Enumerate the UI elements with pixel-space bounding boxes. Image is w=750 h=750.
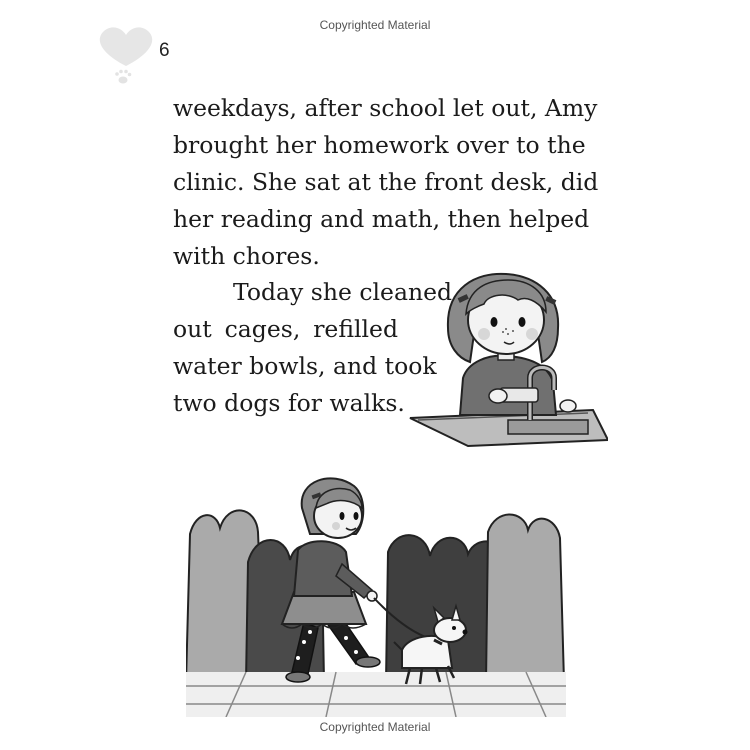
- text-line: out cages, refilled: [173, 315, 398, 343]
- text-line: her reading and math, then helped: [173, 205, 590, 233]
- paragraph-2: [173, 274, 453, 422]
- text-line: water bowls, and took: [173, 352, 437, 380]
- text-line: brought her homework over to the: [173, 131, 586, 159]
- text-line: weekdays, after school let out, Amy: [173, 94, 598, 122]
- text-line: two dogs for walks.: [173, 389, 405, 417]
- girl-washing-bowl-illustration: [408, 270, 608, 450]
- copyright-watermark-top: Copyrighted Material: [319, 18, 431, 32]
- heart-icon: [100, 27, 152, 66]
- girl-walking-dog-illustration: [186, 472, 566, 717]
- text-line: clinic. She sat at the front desk, did: [173, 168, 599, 196]
- page-decoration: [96, 18, 156, 88]
- paw-print-icon: [115, 70, 131, 84]
- paragraph-1: [173, 90, 599, 275]
- text-line: with chores.: [173, 242, 320, 270]
- page-number: 6: [159, 40, 170, 61]
- copyright-watermark-bottom: Copyrighted Material: [319, 720, 431, 734]
- text-line: Today she cleaned: [233, 278, 453, 306]
